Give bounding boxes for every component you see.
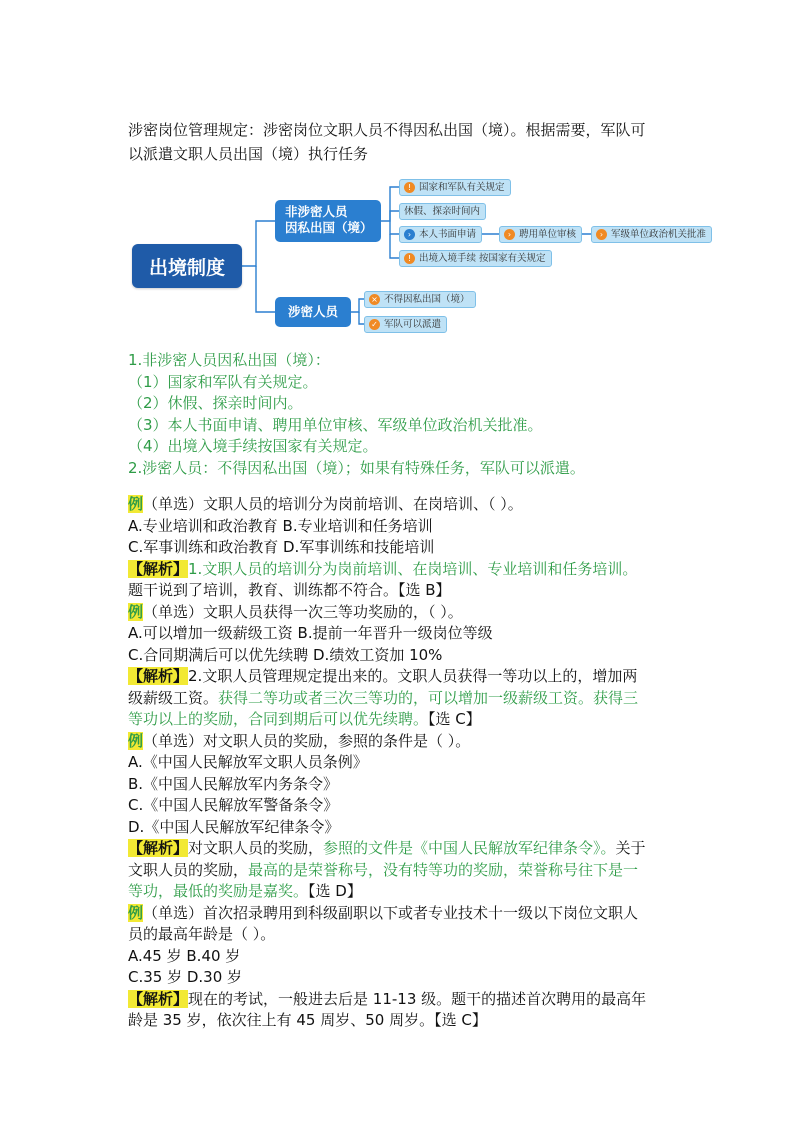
leaf-apply [399,226,482,243]
leaf-label: 军队可以派遣 [384,319,442,330]
close-icon: × [369,294,380,305]
analysis-line [128,559,688,581]
connector-b1-apply [390,221,399,234]
branch-classified: 涉密人员 [275,297,351,327]
leaf-dispatch [364,316,447,333]
leaf-label: 国家和军队有关规定 [419,182,505,193]
option-line: C.《中国人民解放军警备条令》 [128,796,339,814]
arrow-icon: › [404,229,415,240]
leaf-exit [399,250,552,267]
option-line: C.军事训练和政治教育 D.军事训练和技能培训 [128,538,435,556]
note-line: 2.涉密人员：不得因私出国（境）；如果有特殊任务，军队可以派遣。 [128,458,585,477]
intro-paragraph [128,118,688,166]
example-tag: 例 [128,495,144,513]
leaf-no-private [364,291,476,308]
example-tag: 例 [128,731,144,750]
option-line: D.《中国人民解放军纪律条令》 [128,817,340,836]
analysis-line [128,838,688,860]
leaf-label: 不得因私出国（境） [384,294,470,305]
arrow-icon: › [504,229,515,240]
intro-line: 以派遣文职人员出国（境）执行任务 [128,145,369,163]
answer-text: 【选 C】 [428,710,481,728]
option-line: C.35 岁 D.30 岁 [128,968,243,986]
leaf-unit [499,226,582,243]
analysis-line [128,666,688,688]
analysis-line [128,989,688,1011]
note-line: （1）国家和军队有关规定。 [128,372,318,391]
analysis-text: 获得二等功或者三次三等功的，可以增加一级薪级工资。获得三 [218,688,639,707]
question-stem-cont: 员的最高年龄是（ ）。 [128,925,276,943]
analysis-text: 关于 [615,839,646,857]
answer-text: 【选 D】 [308,882,362,900]
analysis-text: 参照的文件是《中国人民解放军纪律条令》。 [323,839,616,857]
option-line: C.合同期满后可以优先续聘 D.绩效工资加 10% [128,645,443,664]
analysis-text: 等功，最低的奖励是嘉奖。 [128,882,309,900]
connector-b1-exit [390,234,399,258]
analysis-text: 现在的考试，一般进去后是 11-13 级。题干的描述首次聘用的最高年 [188,989,647,1008]
leaf-label: 军级单位政治机关批准 [611,229,707,240]
analysis-tag: 【解析】 [128,989,189,1008]
analysis-line [128,688,688,710]
info-icon: ! [404,253,415,264]
question-section [128,494,688,1032]
leaf-label: 聘用单位审核 [519,229,577,240]
note-line: （2）休假、探亲时间内。 [128,394,303,412]
note-line: （4）出境入境手续按国家有关规定。 [128,437,378,455]
leaf-label: 本人书面申请 [419,229,477,240]
analysis-text: 1.文职人员的培训分为岗前培训、在岗培训、专业培训和任务培训。 [188,559,638,578]
analysis-tag: 【解析】 [128,667,189,685]
analysis-line [128,709,688,731]
branch-non-classified [275,200,381,242]
question-stem [128,494,688,516]
analysis-text: 等功以上的奖励，合同到期后可以优先续聘。 [128,710,429,728]
note-line: （3）本人书面申请、聘用单位审核、军级单位政治机关批准。 [128,415,543,434]
analysis-text: 级薪级工资。 [128,688,219,707]
analysis-line: 题干说到了培训，教育、训练都不符合。【选 B】 [128,581,451,599]
stem-text: 对文职人员的奖励，参照的条件是（ ）。 [203,731,471,750]
flag-icon: ✓ [369,319,380,330]
note-line: 1.非涉密人员因私出国（境）： [128,351,330,369]
info-icon: ! [404,182,415,193]
option-line: B.《中国人民解放军内务条令》 [128,774,339,793]
option-line: A.专业培训和政治教育 B.专业培训和任务培训 [128,516,433,535]
option-line: A.可以增加一级薪级工资 B.提前一年晋升一级岗位等级 [128,624,493,642]
leaf-label: 休假、探亲时间内 [404,206,481,217]
mindmap-root: 出境制度 [132,244,242,288]
analysis-text: 对文职人员的奖励， [188,839,324,857]
question-stem [128,602,688,624]
leaf-army [591,226,712,243]
analysis-line [128,881,688,903]
option-line: A.《中国人民解放军文职人员条例》 [128,753,368,771]
connector-b1-leave [390,211,399,221]
analysis-text: 2.文职人员管理规定提出来的。文职人员获得一等功以上的，增加两 [188,667,638,685]
intro-line: 涉密岗位管理规定：涉密岗位文职人员不得因私出国（境）。根据需要，军队可 [128,121,646,139]
stem-text: （单选）文职人员获得一次三等功奖励的，（ ）。 [143,602,463,621]
analysis-tag: 【解析】 [128,559,189,578]
leaf-label: 出境入境手续 按国家有关规定 [419,253,546,264]
example-tag: 例 [128,602,144,621]
analysis-text: 文职人员的奖励， [128,860,249,879]
exit-system-mindmap [128,172,718,340]
question-stem [128,731,688,753]
arrow-icon: › [596,229,607,240]
stem-text: （单选）文职人员的培训分为岗前培训、在岗培训、（ ）。 [143,495,523,513]
analysis-tag: 【解析】 [128,839,189,857]
option-line: A.45 岁 B.40 岁 [128,946,241,965]
branch-label: 因私出国（境） [285,220,373,235]
connector-b2-no-private [351,299,364,312]
leaf-leave [399,203,486,220]
example-tag: 例 [128,903,144,922]
analysis-text: 最高的是荣誉称号，没有特等功的奖励，荣誉称号往下是一 [248,860,639,879]
analysis-line [128,860,688,882]
stem-prefix: （单选） [143,731,204,750]
summary-notes [128,350,708,479]
branch-label: 非涉密人员 [285,204,348,219]
connector-root-branch2 [256,266,275,312]
leaf-rules [399,179,511,196]
analysis-line: 龄是 35 岁，依次往上有 45 周岁、50 周岁。【选 C】 [128,1011,487,1029]
connector-root-branch1 [242,221,275,266]
stem-text: （单选）首次招录聘用到科级副职以下或者专业技术十一级以下岗位文职人 [143,903,639,922]
question-stem [128,903,688,925]
